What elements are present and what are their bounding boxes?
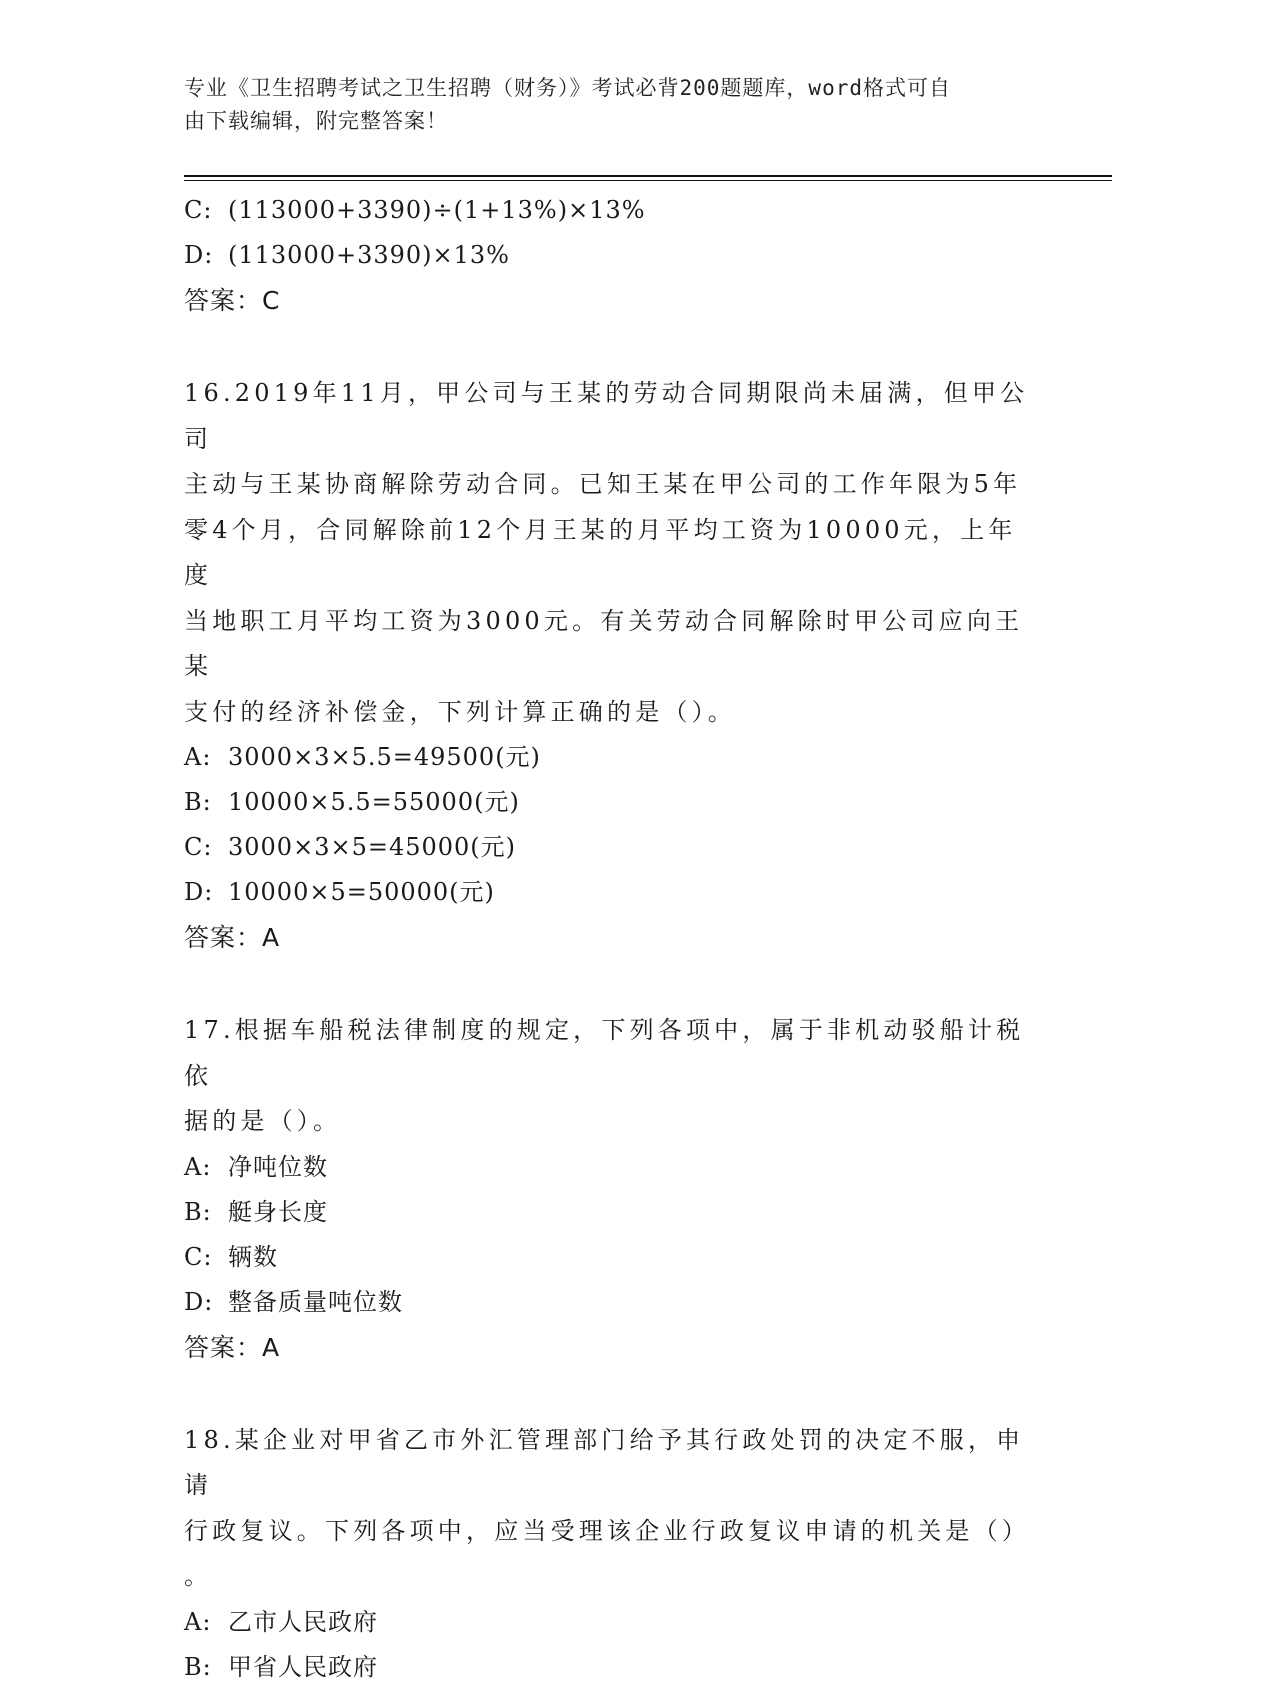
stem-line: 。 [184,1562,213,1590]
option-a [184,1145,1084,1190]
question-content [184,188,1084,1690]
option-label: B: [184,1652,212,1681]
question-stem [184,371,1044,735]
answer-line: 答案：A [184,923,281,952]
spacer [184,960,1084,1008]
option-text: (113000+3390)÷(1+13%)×13% [228,196,646,224]
option-text: 甲省人民政府 [228,1652,378,1681]
option-text: (113000+3390)×13% [228,241,510,269]
option-label: D: [184,1287,214,1316]
option-label: C: [184,196,213,224]
stem-line: 行政复议。下列各项中，应当受理该企业行政复议申请的机关是（） [184,1516,1030,1545]
option-text: 辆数 [228,1242,278,1271]
option-text: 10000×5=50000(元) [228,878,495,906]
option-text: 艇身长度 [228,1197,328,1226]
stem-line: 据的是（）。 [184,1107,342,1135]
option-c [184,1235,1084,1280]
option-label: B: [184,788,212,816]
stem-line: 主动与王某协商解除劳动合同。已知王某在甲公司的工作年限为5年 [184,470,1022,498]
option-d [184,870,1084,915]
option-a [184,735,1084,780]
option-label: D: [184,878,214,906]
document-header [184,72,1064,138]
option-d [184,1280,1084,1325]
header-divider-thin [184,180,1112,181]
option-text: 乙市人民政府 [228,1607,378,1636]
option-a [184,1600,1084,1645]
option-b [184,1190,1084,1235]
stem-line: 18.某企业对甲省乙市外汇管理部门给予其行政处罚的决定不服，申请 [184,1425,1025,1499]
option-label: B: [184,1197,212,1226]
option-b [184,1645,1084,1690]
option-d [184,233,1084,278]
question-18 [184,1418,1084,1690]
answer-line: 答案：A [184,1332,281,1362]
option-label: A: [184,743,212,771]
stem-line: 支付的经济补偿金，下列计算正确的是（）。 [184,697,736,726]
spacer [184,1370,1084,1418]
option-label: D: [184,241,214,269]
option-text: 整备质量吨位数 [228,1287,403,1316]
stem-line: 16.2019年11月，甲公司与王某的劳动合同期限尚未届满，但甲公司 [184,379,1029,453]
header-line-2: 由下载编辑，附完整答案！ [184,109,448,133]
question-15 [184,188,1084,323]
option-label: C: [184,833,213,861]
stem-line: 17.根据车船税法律制度的规定，下列各项中，属于非机动驳船计税依 [184,1016,1025,1090]
question-16 [184,371,1084,960]
question-stem [184,1418,1044,1600]
option-label: C: [184,1242,213,1271]
option-c [184,825,1084,870]
option-label: A: [184,1152,212,1181]
header-line-1: 专业《卫生招聘考试之卫生招聘（财务）》考试必背200题题库，word格式可自 [184,76,951,100]
option-text: 10000×5.5=55000(元) [228,788,520,816]
question-stem [184,1008,1044,1145]
stem-line: 当地职工月平均工资为3000元。有关劳动合同解除时甲公司应向王某 [184,606,1024,680]
option-text: 3000×3×5.5=49500(元) [228,743,541,771]
header-divider-thick [184,175,1112,177]
option-c [184,188,1084,233]
stem-line: 零4个月，合同解除前12个月王某的月平均工资为10000元，上年度 [184,515,1017,589]
spacer [184,323,1084,371]
option-label: A: [184,1607,212,1636]
option-text: 净吨位数 [228,1152,328,1181]
option-b [184,780,1084,825]
answer-line: 答案：C [184,286,281,315]
option-text: 3000×3×5=45000(元) [228,833,517,861]
question-17 [184,1008,1084,1370]
